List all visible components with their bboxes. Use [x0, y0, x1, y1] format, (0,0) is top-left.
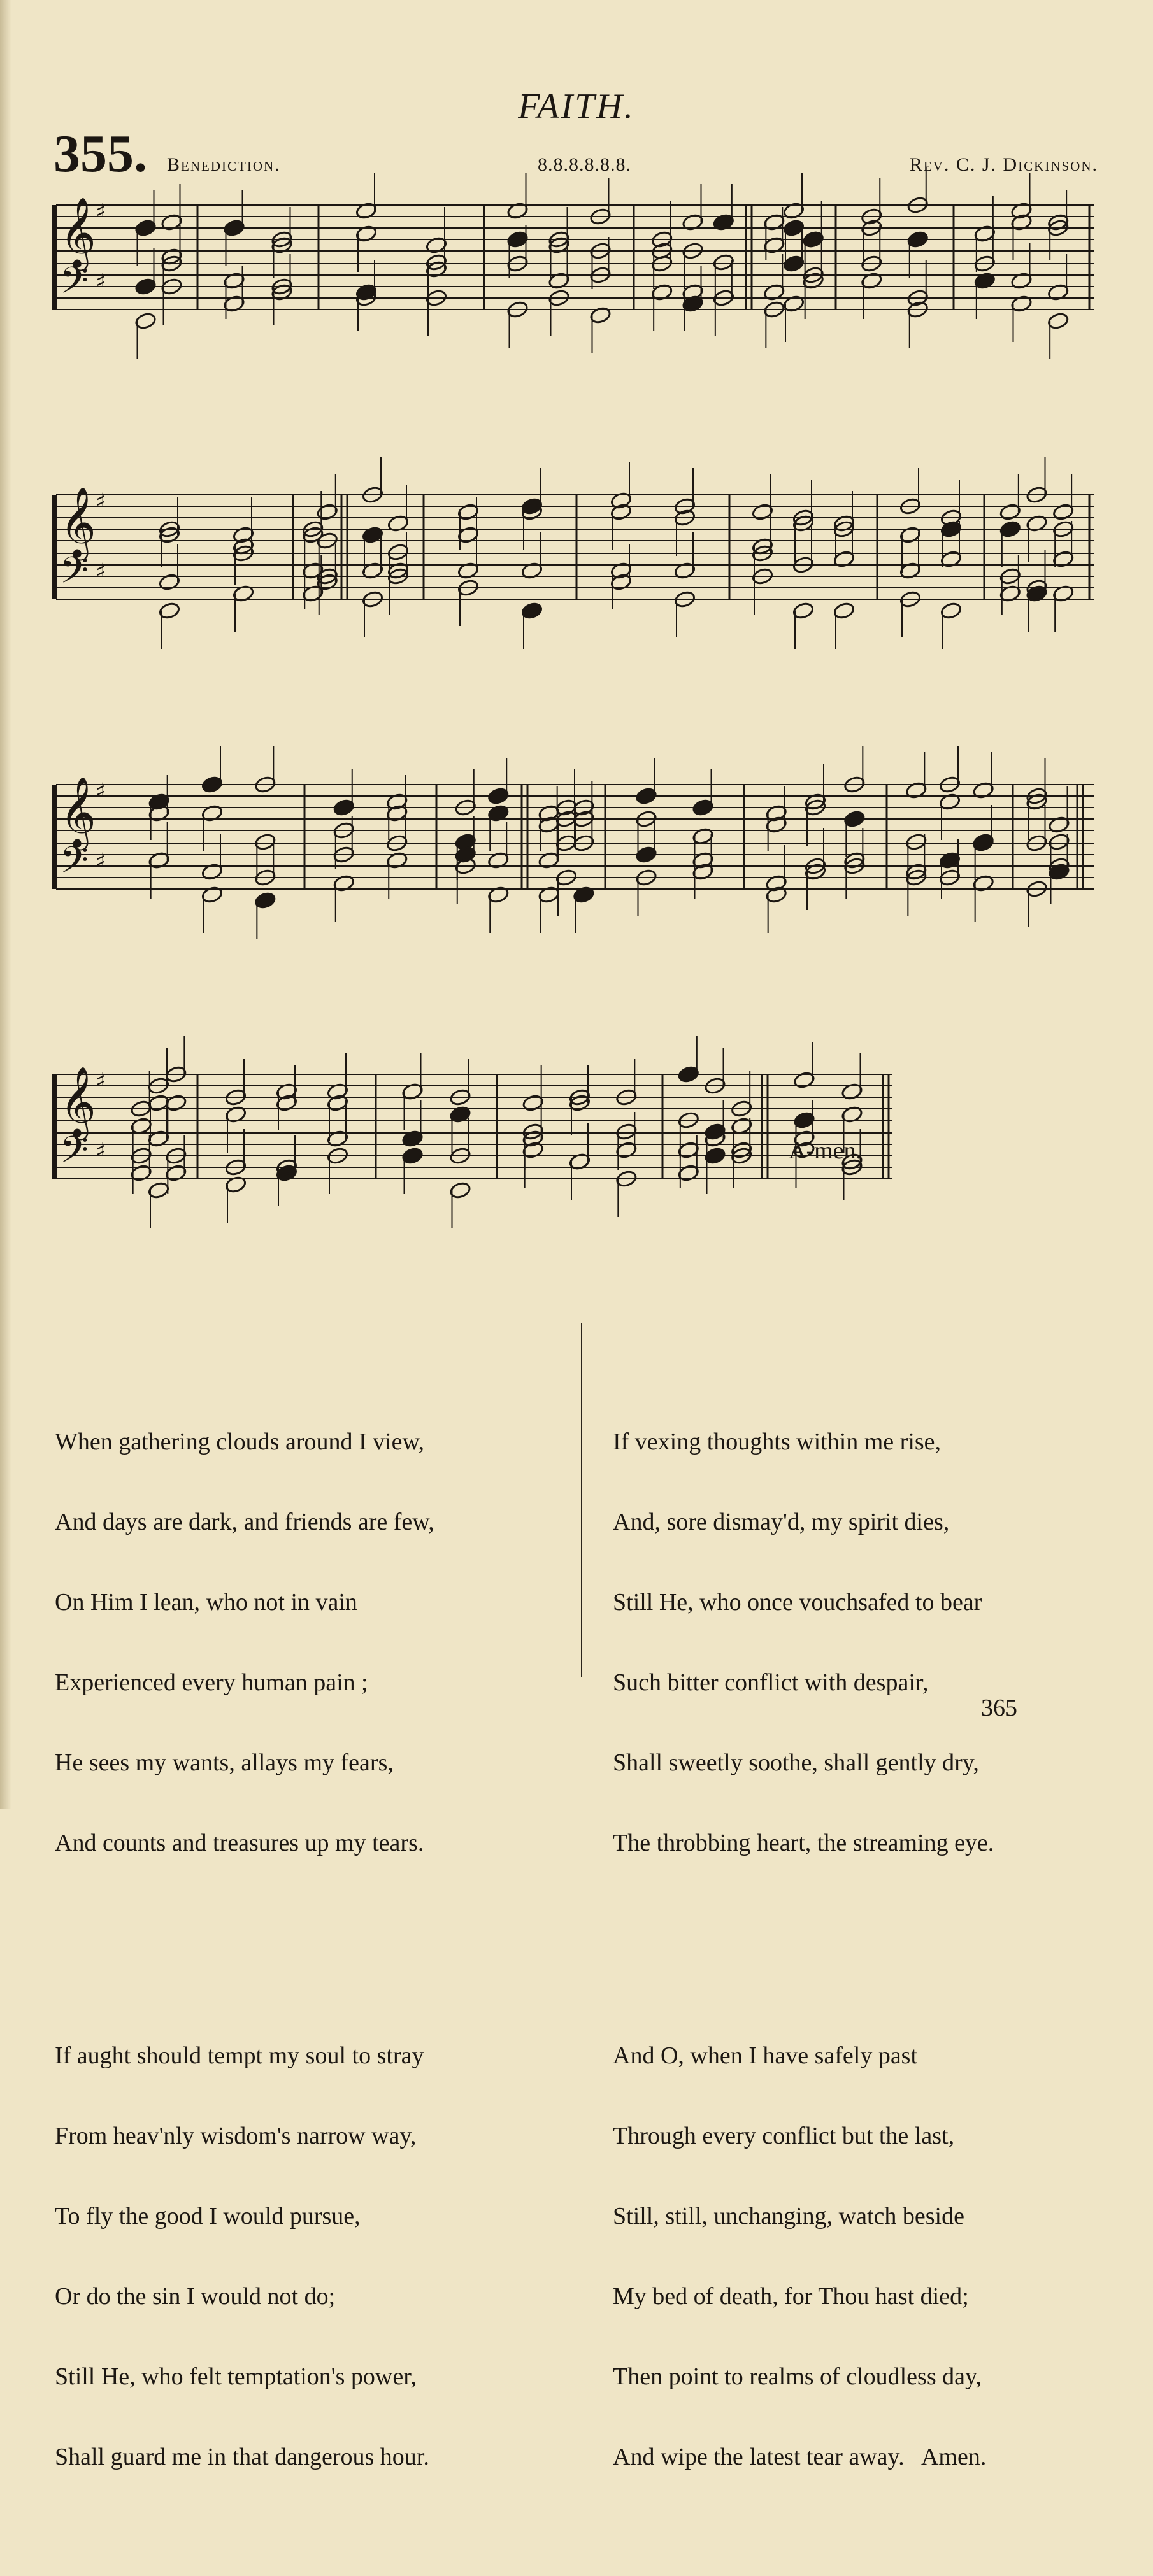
- verse-line: If aught should tempt my soul to stray: [55, 2042, 424, 2069]
- verse-line: Such bitter conflict with despair,: [613, 1669, 929, 1696]
- column-divider: [581, 1323, 582, 1677]
- sharp-icon: ♯: [96, 1068, 106, 1094]
- verse-line: Still, still, unchanging, watch beside: [613, 2203, 964, 2230]
- verse-line: On Him I lean, who not in vain: [55, 1589, 357, 1616]
- music-score: [0, 0, 1153, 1286]
- verse-line: Shall guard me in that dangerous hour.: [55, 2444, 429, 2470]
- treble-clef-icon: 𝄞: [60, 1065, 96, 1137]
- verse-line: Still He, who felt temptation's power,: [55, 2363, 417, 2390]
- system-brace-bar: [52, 205, 57, 310]
- verse-line: The throbbing heart, the streaming eye.: [613, 1830, 994, 1856]
- bass-clef-icon: 𝄢: [60, 838, 89, 891]
- verse-line: And, sore dismay'd, my spirit dies,: [613, 1509, 950, 1535]
- system-brace-bar: [52, 495, 57, 599]
- verse-line: Still He, who once vouchsafed to bear: [613, 1589, 982, 1616]
- bass-clef-icon: 𝄢: [60, 1128, 89, 1181]
- verse-line: Experienced every human pain ;: [55, 1669, 368, 1696]
- sharp-icon: ♯: [96, 269, 106, 295]
- verse-3: [613, 1375, 994, 1910]
- verses-right-column: [613, 1321, 994, 2576]
- treble-clef-icon: 𝄞: [60, 776, 96, 848]
- verse-line: Through every conflict but the last,: [613, 2123, 955, 2149]
- sharp-icon: ♯: [96, 559, 106, 585]
- composer: Rev. C. J. Dickinson.: [909, 154, 1098, 175]
- meter: 8.8.8.8.8.8.: [538, 154, 631, 175]
- verse-line: To fly the good I would pursue,: [55, 2203, 361, 2230]
- verse-2: [55, 1989, 434, 2524]
- treble-clef-icon: 𝄞: [60, 486, 96, 558]
- verse-line: And O, when I have safely past: [613, 2042, 918, 2069]
- page-number: 365: [981, 1695, 1017, 1721]
- verse-line: He sees my wants, allays my fears,: [55, 1749, 394, 1776]
- section-title: FAITH.: [518, 87, 635, 126]
- verse-line: And counts and treasures up my tears.: [55, 1830, 424, 1856]
- bass-clef-icon: 𝄢: [60, 548, 89, 601]
- sharp-icon: ♯: [96, 848, 106, 874]
- verse-line: Or do the sin I would not do;: [55, 2283, 336, 2310]
- sharp-icon: ♯: [96, 1138, 106, 1164]
- amen-label: A-men.: [789, 1137, 863, 1164]
- verse-line: And days are dark, and friends are few,: [55, 1509, 434, 1535]
- verse-line: From heav'nly wisdom's narrow way,: [55, 2123, 417, 2149]
- verses-left-column: [55, 1321, 434, 2576]
- system-brace-bar: [52, 785, 57, 889]
- treble-clef-icon: 𝄞: [60, 196, 96, 268]
- verse-line: And wipe the latest tear away. Amen.: [613, 2444, 987, 2470]
- sharp-icon: ♯: [96, 778, 106, 804]
- tune-name: Benediction.: [167, 154, 281, 175]
- hymn-number: 355.: [54, 124, 147, 183]
- verse-line: If vexing thoughts within me rise,: [613, 1428, 942, 1455]
- bass-clef-icon: 𝄢: [60, 259, 89, 311]
- verse-line: Then point to realms of cloudless day,: [613, 2363, 982, 2390]
- verse-line: My bed of death, for Thou hast died;: [613, 2283, 969, 2310]
- sharp-icon: ♯: [96, 488, 106, 515]
- verse-line: When gathering clouds around I view,: [55, 1428, 425, 1455]
- verse-line: Shall sweetly soothe, shall gently dry,: [613, 1749, 979, 1776]
- verse-4: [613, 1989, 994, 2524]
- system-brace-bar: [52, 1074, 57, 1179]
- verse-1: [55, 1375, 434, 1910]
- sharp-icon: ♯: [96, 199, 106, 225]
